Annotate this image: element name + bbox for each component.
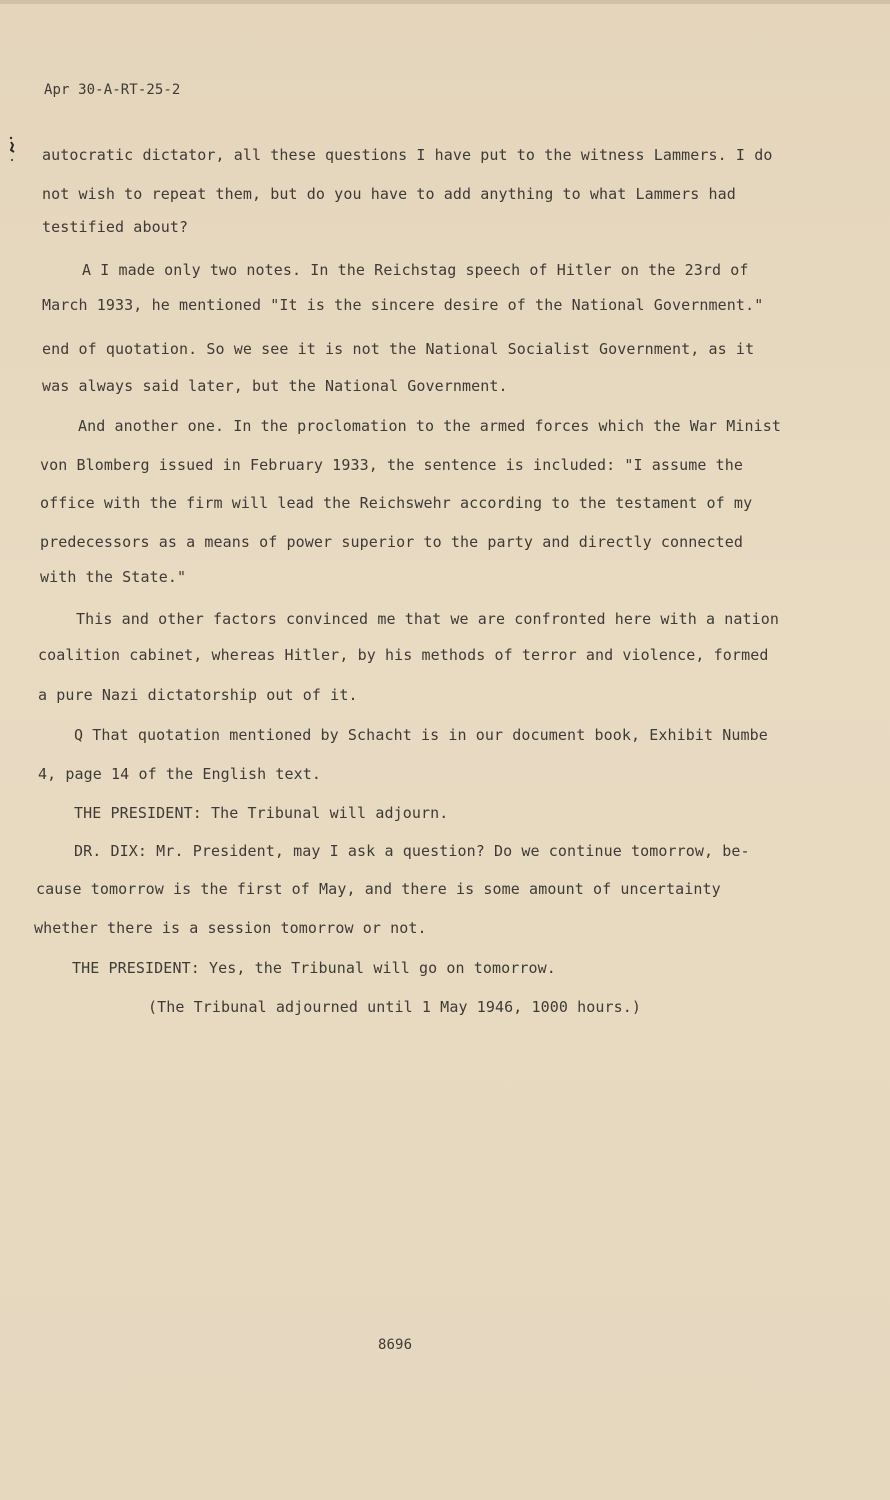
- text-line: Q That quotation mentioned by Schacht is in our document book, Exhibit Numbe: [74, 726, 768, 744]
- text-line: testified about?: [42, 218, 189, 236]
- text-line: DR. DIX: Mr. President, may I ask a question? Do we continue tomorrow, be-: [74, 842, 750, 860]
- text-line: THE PRESIDENT: Yes, the Tribunal will go on tomorrow.: [72, 959, 556, 977]
- text-line: This and other factors convinced me that we are confronted here with a nation: [76, 610, 780, 628]
- text-line: whether there is a session tomorrow or not.: [34, 919, 427, 937]
- text-line: 4, page 14 of the English text.: [38, 765, 322, 783]
- text-line: cause tomorrow is the first of May, and there is some amount of uncertainty: [36, 880, 721, 898]
- text-line: end of quotation. So we see it is not the National Socialist Government, as it: [42, 340, 755, 358]
- text-line: office with the firm will lead the Reichswehr according to the testament of my: [40, 494, 753, 512]
- text-line: And another one. In the proclomation to the armed forces which the War Minist: [78, 417, 782, 435]
- text-line: autocratic dictator, all these questions I have put to the witness Lammers. I do: [42, 146, 773, 164]
- document-header-code: Apr 30-A-RT-25-2: [44, 82, 181, 98]
- text-line: von Blomberg issued in February 1933, the sentence is included: "I assume the: [40, 456, 744, 474]
- margin-mark-icon: [8, 136, 16, 162]
- text-line: was always said later, but the National Government.: [42, 377, 508, 395]
- text-line: with the State.": [40, 568, 187, 586]
- text-line: predecessors as a means of power superior to the party and directly connected: [40, 533, 744, 551]
- text-line: (The Tribunal adjourned until 1 May 1946, 1000 hours.): [148, 998, 642, 1016]
- text-line: A I made only two notes. In the Reichstag speech of Hitler on the 23rd of: [82, 261, 749, 279]
- text-line: a pure Nazi dictatorship out of it.: [38, 686, 358, 704]
- text-line: not wish to repeat them, but do you have to add anything to what Lammers had: [42, 185, 736, 203]
- text-line: THE PRESIDENT: The Tribunal will adjourn.: [74, 804, 449, 822]
- text-line: March 1933, he mentioned "It is the sincere desire of the National Government.": [42, 296, 764, 314]
- page-number: 8696: [378, 1337, 413, 1353]
- text-line: coalition cabinet, whereas Hitler, by his methods of terror and violence, formed: [38, 646, 769, 664]
